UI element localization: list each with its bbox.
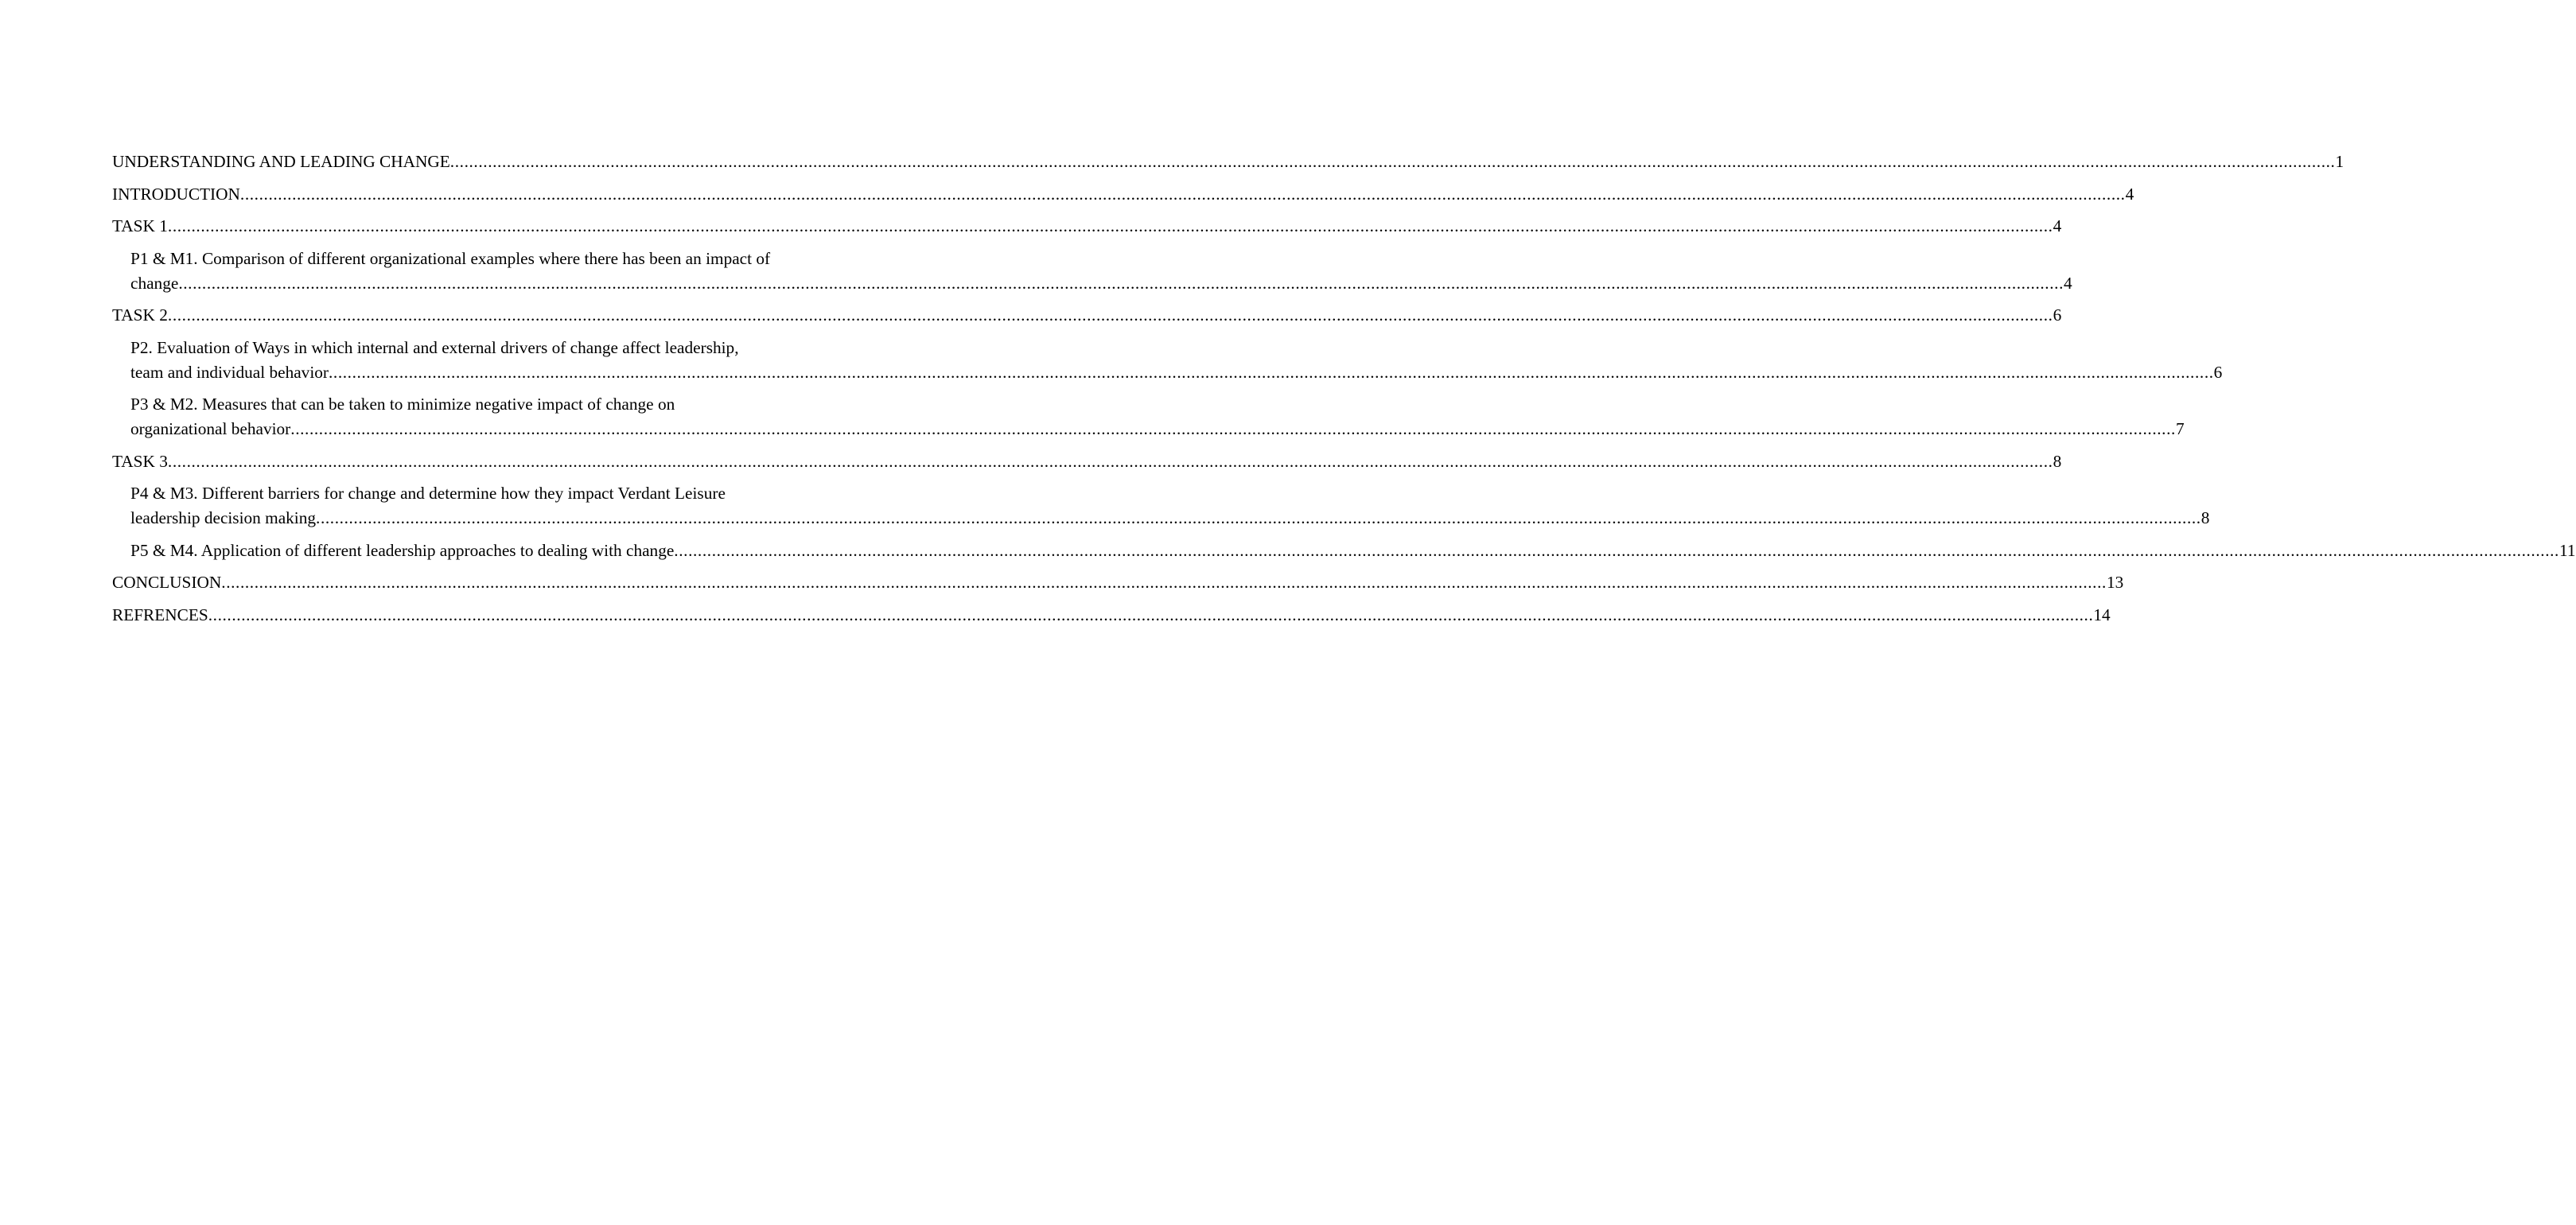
dot-leader: ................................................................................................................................................................................................................................................................................................................................................................................................................: [316, 508, 2201, 527]
dot-leader: ................................................................................................................................................................................................................................................................................................................................................................................................................: [239, 184, 2126, 204]
dot-leader: ................................................................................................................................................................................................................................................................................................................................................................................................................: [208, 605, 2094, 624]
toc-page-number: 8: [2200, 508, 2210, 527]
toc-entry-title: UNDERSTANDING AND LEADING CHANGE: [112, 152, 450, 171]
dot-leader: ................................................................................................................................................................................................................................................................................................................................................................................................................: [221, 573, 2107, 592]
toc-entry-title-line: P1 & M1. Comparison of different organizational examples where there has been an impact of: [130, 248, 771, 268]
toc-entry[interactable]: [112, 392, 2185, 441]
toc-page-number: 14: [2093, 605, 2111, 624]
toc-entry-title: team and individual behavior: [130, 362, 329, 382]
toc-entry[interactable]: [112, 603, 2111, 628]
toc-entry[interactable]: [112, 570, 2124, 595]
toc-entry-line: [112, 150, 2344, 174]
dot-leader: ................................................................................................................................................................................................................................................................................................................................................................................................................: [167, 305, 2053, 325]
toc-entry[interactable]: [112, 150, 2344, 174]
dot-leader: ................................................................................................................................................................................................................................................................................................................................................................................................................: [674, 540, 2559, 560]
toc-entry-title-line: P4 & M3. Different barriers for change and determine how they impact Verdant Leisure: [130, 484, 726, 503]
toc-entry[interactable]: [112, 214, 2062, 239]
toc-entry[interactable]: [112, 182, 2134, 207]
toc-entry-title: change: [130, 273, 179, 293]
toc-page-number: 6: [2213, 362, 2223, 382]
toc-entry-title: TASK 1: [112, 216, 168, 235]
toc-entry-line: [112, 449, 2062, 474]
toc-entry[interactable]: [112, 336, 2223, 385]
toc-entry-line: [130, 271, 2072, 296]
toc-entry[interactable]: [112, 303, 2062, 328]
toc-entry-title: organizational behavior: [130, 419, 291, 438]
toc-entry-title: P5 & M4. Application of different leadership approaches to dealing with change: [130, 540, 675, 560]
dot-leader: ................................................................................................................................................................................................................................................................................................................................................................................................................: [178, 273, 2064, 293]
toc-entry-line: [112, 570, 2124, 595]
toc-page-number: 11: [2558, 540, 2576, 560]
toc-entry-line: [112, 303, 2062, 328]
toc-entry-title: REFRENCES: [112, 605, 208, 624]
toc-page-number: 7: [2175, 419, 2185, 438]
toc-entry-line: [112, 214, 2062, 239]
toc-entry-title: CONCLUSION: [112, 573, 222, 592]
toc-entry-title: TASK 3: [112, 451, 168, 471]
toc-page-number: 8: [2053, 451, 2062, 471]
toc-page-number: 6: [2053, 305, 2062, 325]
toc-entry-line: [112, 182, 2134, 207]
dot-leader: ................................................................................................................................................................................................................................................................................................................................................................................................................: [449, 152, 2336, 171]
toc-page-number: 4: [2064, 273, 2072, 293]
dot-leader: ................................................................................................................................................................................................................................................................................................................................................................................................................: [167, 216, 2053, 235]
toc-entry-title: TASK 2: [112, 305, 168, 325]
toc-entry-title-line: P3 & M2. Measures that can be taken to minimize negative impact of change on: [130, 395, 675, 414]
toc-entry[interactable]: [112, 539, 2576, 563]
toc-entry-line: [130, 539, 2576, 563]
toc-entry-line: [130, 360, 2223, 385]
toc-entry[interactable]: [112, 247, 2072, 296]
toc-entry-line: [130, 417, 2185, 441]
toc-entry-line: [130, 506, 2210, 531]
toc-page-number: 1: [2335, 152, 2344, 171]
table-of-contents: [112, 150, 2576, 635]
toc-page-number: 4: [2125, 184, 2134, 204]
dot-leader: ................................................................................................................................................................................................................................................................................................................................................................................................................: [328, 362, 2214, 382]
toc-page-number: 4: [2053, 216, 2062, 235]
dot-leader: ................................................................................................................................................................................................................................................................................................................................................................................................................: [167, 451, 2053, 471]
toc-page-number: 13: [2106, 573, 2124, 592]
toc-entry-title: leadership decision making: [130, 508, 317, 527]
toc-entry-title-line: P2. Evaluation of Ways in which internal and external drivers of change affect leadership,: [130, 337, 739, 357]
toc-entry[interactable]: [112, 481, 2210, 531]
toc-entry-title: INTRODUCTION: [112, 184, 240, 204]
dot-leader: ................................................................................................................................................................................................................................................................................................................................................................................................................: [290, 419, 2176, 438]
toc-entry[interactable]: [112, 449, 2062, 474]
toc-entry-line: [112, 603, 2111, 628]
